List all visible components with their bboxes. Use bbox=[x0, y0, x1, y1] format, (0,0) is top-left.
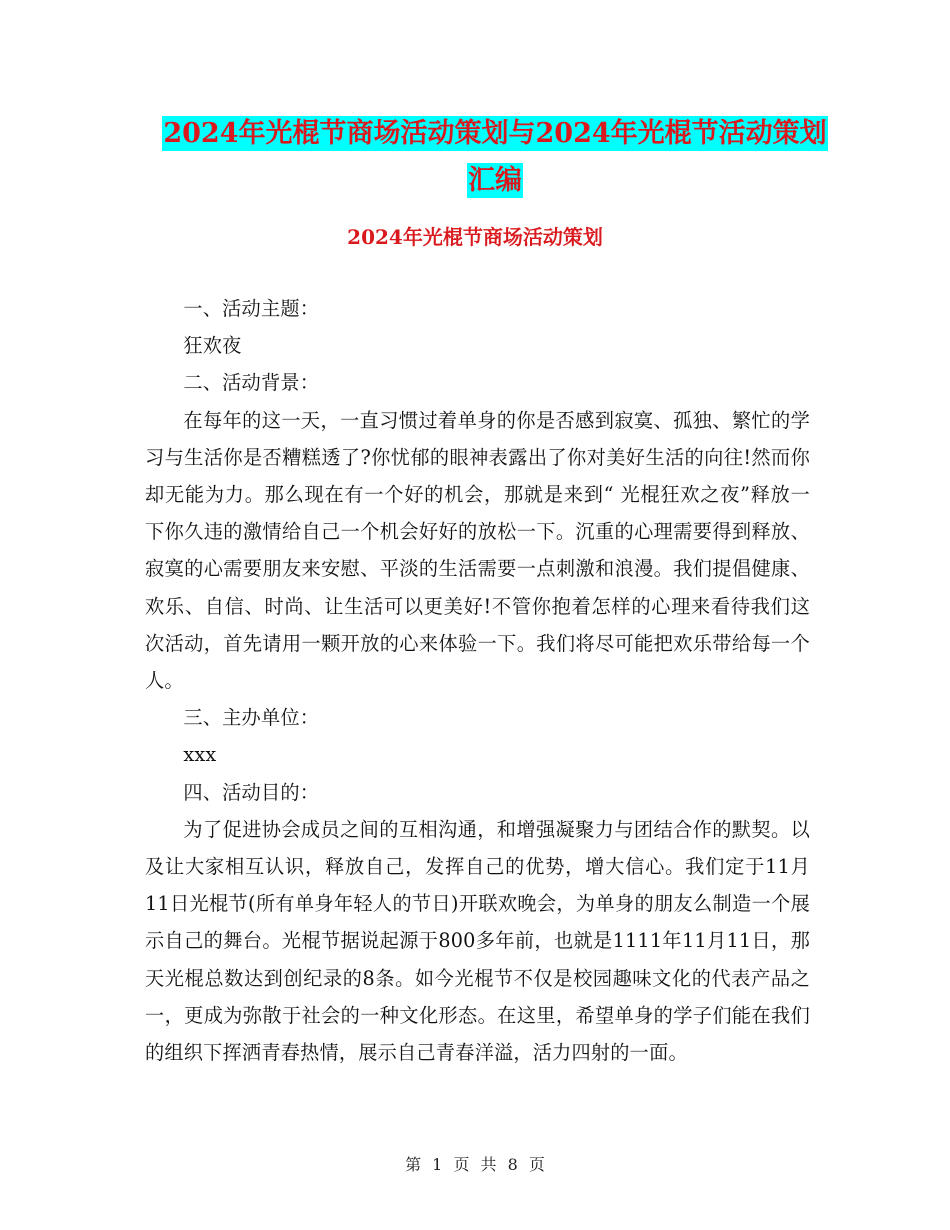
heading-purpose: 四、活动目的： bbox=[183, 780, 320, 804]
title-line-1: 2024年光棍节商场活动策划与2024年光棍节活动策划 bbox=[163, 118, 827, 149]
paragraph-theme: 狂欢夜 bbox=[183, 334, 242, 358]
heading-theme: 一、活动主题： bbox=[183, 297, 320, 320]
paragraph-organizer: xxx bbox=[183, 743, 217, 767]
paragraph-background: 在每年的这一天，一直习惯过着单身的你是否感到寂寞、孤独、繁忙的学习与生活你是否糟糕透了?你忧郁的眼神表露出了你对美好生活的向往!然而你却无能为力。那么现在有一个好的机会，那就是来到“ 光棍狂欢之夜”释放一下你久违的激情给自己一个机会好好的放松一下。沉重的心理需要得到释放、寂寞的心需要朋友来安慰、平淡的生活需要一点刺激和浪漫。我们提倡健康、欢乐、自信、时尚、让生活可以更美好!不管你抱着怎样的心理来看待我们这次活动，首先请用一颗开放的心来体验一下。我们将尽可能把欢乐带给每一个人。 bbox=[145, 408, 810, 693]
heading-organizer: 三、主办单位： bbox=[183, 706, 320, 730]
title-line-2: 汇编 bbox=[468, 165, 522, 196]
document-title bbox=[150, 110, 840, 204]
paragraph-purpose: 为了促进协会成员之间的互相沟通，和增强凝聚力与团结合作的默契。以及让大家相互认识，释放自己，发挥自己的优势，增大信心。我们定于11月11日光棍节(所有单身年轻人的节日)开联欢晚会，为单身的朋友么制造一个展示自己的舞台。光棍节据说起源于800多年前，也就是1111年11月11日，那天光棍总数达到创纪录的8条。如今光棍节不仅是校园趣味文化的代表产品之一，更成为弥散于社会的一种文化形态。在这里，希望单身的学子们能在我们的组织下挥洒青春热情，展示自己青春洋溢，活力四射的一面。 bbox=[145, 817, 810, 1065]
heading-background: 二、活动背景： bbox=[183, 371, 320, 395]
document-body bbox=[145, 290, 810, 1071]
page-footer: 第 1 页 共 8 页 bbox=[405, 1155, 545, 1174]
section-title: 2024年光棍节商场活动策划 bbox=[347, 225, 603, 249]
